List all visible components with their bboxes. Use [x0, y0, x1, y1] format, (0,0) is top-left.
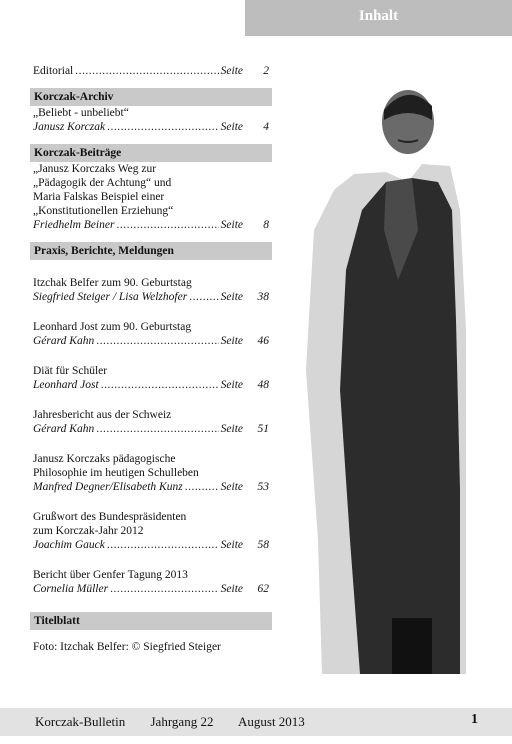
page-number: 8	[263, 219, 269, 231]
toc-item[interactable]	[33, 452, 269, 494]
page-number: 58	[257, 539, 269, 551]
page-number: 48	[257, 379, 269, 391]
page-number: 4	[263, 121, 269, 133]
entry-author: Leonhard Jost	[33, 379, 99, 391]
toc-entry-beitraege[interactable]	[33, 218, 269, 232]
entry-author: Joachim Gauck	[33, 539, 105, 551]
toc-item[interactable]	[33, 320, 269, 348]
entry-author: Manfred Degner/Elisabeth Kunz	[33, 481, 183, 493]
seite-label: Seite	[220, 291, 243, 303]
seite-label: Seite	[220, 583, 243, 595]
entry-title-line: Itzchak Belfer zum 90. Geburtstag	[33, 277, 192, 289]
entry-title: „Beliebt - unbeliebt“	[33, 107, 129, 119]
leader-dots	[116, 218, 218, 232]
entry-author: Friedhelm Beiner	[33, 219, 115, 231]
seite-label: Seite	[220, 335, 243, 347]
seite-label: Seite	[220, 219, 243, 231]
entry-title-line: „Janusz Korczaks Weg zur	[33, 163, 157, 175]
section-heading-praxis: Praxis, Berichte, Meldungen	[30, 242, 272, 260]
seite-label: Seite	[220, 379, 243, 391]
page-number: 46	[257, 335, 269, 347]
section-heading-titelblatt: Titelblatt	[30, 612, 272, 630]
seite-label: Seite	[220, 423, 243, 435]
entry-author: Gérard Kahn	[33, 335, 95, 347]
leader-dots	[101, 378, 219, 392]
entry-title-line: Janusz Korczaks pädagogische	[33, 453, 176, 465]
entry-title-line: Jahresbericht aus der Schweiz	[33, 409, 172, 421]
leader-dots	[189, 290, 218, 304]
page-number: 51	[257, 423, 269, 435]
seite-label: Seite	[220, 539, 243, 551]
entry-title-line: Philosophie im heutigen Schulleben	[33, 467, 199, 479]
leader-dots	[96, 422, 218, 436]
entry-title-line: Bericht über Genfer Tagung 2013	[33, 569, 188, 581]
issue-date: August 2013	[238, 714, 305, 729]
leader-dots	[110, 582, 219, 596]
entry-title-line: Leonhard Jost zum 90. Geburtstag	[33, 321, 192, 333]
entry-author: Janusz Korczak	[33, 121, 106, 133]
leader-dots	[96, 334, 218, 348]
seite-label: Seite	[220, 481, 243, 493]
toc-entry-editorial[interactable]	[33, 64, 269, 78]
seite-label: Seite	[220, 65, 243, 77]
toc-item[interactable]	[33, 510, 269, 552]
entry-title-line: Maria Falskas Beispiel einer	[33, 191, 165, 203]
section-heading-beitraege: Korczak-Beiträge	[30, 144, 272, 162]
leader-dots	[107, 120, 219, 134]
page-number-footer: 1	[471, 712, 478, 727]
leader-dots	[75, 64, 218, 78]
entry-title-line: Diät für Schüler	[33, 365, 108, 377]
entry-title-line: zum Korczak-Jahr 2012	[33, 525, 144, 537]
toc-item[interactable]	[33, 408, 269, 436]
table-of-contents	[33, 64, 269, 654]
toc-item[interactable]	[33, 568, 269, 596]
toc-entry-archiv[interactable]	[33, 120, 269, 134]
toc-item[interactable]	[33, 276, 269, 304]
entry-title-line: „Konstitutionellen Erziehung“	[33, 205, 174, 217]
toc-item[interactable]	[33, 364, 269, 392]
header-band	[245, 0, 512, 36]
page-title: Inhalt	[358, 8, 399, 24]
leader-dots	[107, 538, 219, 552]
entry-author: Gérard Kahn	[33, 423, 95, 435]
publication-name: Korczak-Bulletin	[35, 714, 126, 729]
page-number: 53	[257, 481, 269, 493]
page-number: 2	[263, 65, 269, 77]
photo-credit: Foto: Itzchak Belfer: © Siegfried Steiger	[33, 641, 221, 653]
seite-label: Seite	[220, 121, 243, 133]
page-number: 38	[257, 291, 269, 303]
entry-title-line: „Pädagogik der Achtung“ und	[33, 177, 172, 189]
entry-title-line: Grußwort des Bundespräsidenten	[33, 511, 187, 523]
leader-dots	[185, 480, 219, 494]
entry-author: Siegfried Steiger / Lisa Welzhofer	[33, 291, 188, 303]
entry-author: Cornelia Müller	[33, 583, 109, 595]
entry-title: Editorial	[33, 65, 74, 77]
cover-photo	[300, 70, 468, 674]
volume: Jahrgang 22	[150, 714, 214, 729]
footer	[35, 714, 327, 730]
page-number: 62	[257, 583, 269, 595]
section-heading-archiv: Korczak-Archiv	[30, 88, 272, 106]
